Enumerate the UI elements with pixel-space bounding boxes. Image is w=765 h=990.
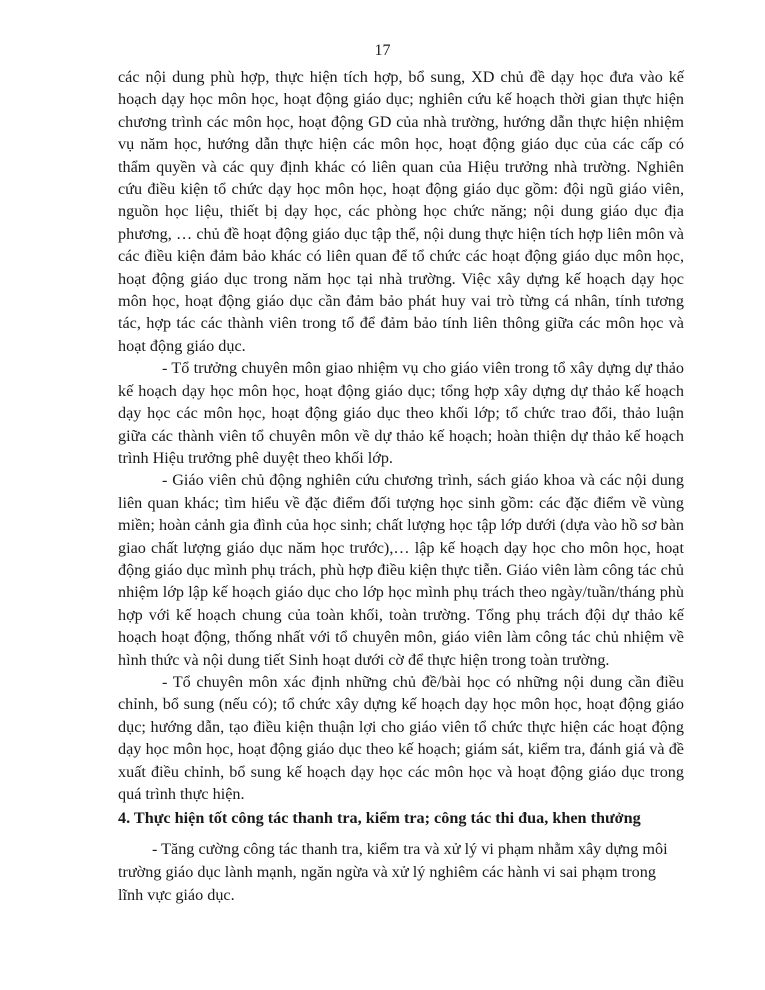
page-number: 17 xyxy=(374,42,391,59)
body-paragraph-1: các nội dung phù hợp, thực hiện tích hợp, bổ sung, XD chủ đề dạy học đưa vào kế hoạch dạy học môn học, hoạt động giáo dục; nghiên cứu kế hoạch thời gian thực hiện chương trình các môn học, hoạt động GD của nhà trường, hướng dẫn thực hiện nhiệm vụ năm học, hướng dẫn thực hiện các môn học, hoạt động giáo dục của các cấp có thẩm quyền và các quy định khác có liên quan của Hiệu trưởng nhà trường. Nghiên cứu điều kiện tổ chức dạy học môn học, hoạt động giáo dục gồm: đội ngũ giáo viên, nguồn học liệu, thiết bị dạy học, các phòng học chức năng; nội dung giáo dục địa phương, … chủ đề hoạt động giáo dục tập thể, nội dung thực hiện tích hợp liên môn và các điều kiện đảm bảo khác có liên quan để tổ chức các hoạt động giáo dục môn học, hoạt động giáo dục trong năm học tại nhà trường. Việc xây dựng kế hoạch dạy học môn học, hoạt động giáo dục cần đảm bảo phát huy vai trò từng cá nhân, tính tương tác, hợp tác các thành viên trong tổ để đảm bảo tính liên thông giữa các môn học và hoạt động giáo dục. xyxy=(118,68,684,355)
document-body xyxy=(118,66,684,907)
body-paragraph-3: - Giáo viên chủ động nghiên cứu chương trình, sách giáo khoa và các nội dung liên quan khác; tìm hiểu về đặc điểm đối tượng học sinh gồm: các đặc điểm về vùng miền; hoàn cảnh gia đình của học sinh; chất lượng học tập lớp dưới (dựa vào hồ sơ bàn giao chất lượng giáo dục năm học trước),… lập kế hoạch dạy học cho môn học, hoạt động giáo dục mình phụ trách, phù hợp điều kiện thực tiễn. Giáo viên làm công tác chủ nhiệm lớp lập kế hoạch giáo dục cho lớp học mình phụ trách theo ngày/tuần/tháng phù hợp với kế hoạch chung của toàn khối, toàn trường. Tổng phụ trách đội dự thảo kế hoạch hoạt động, thống nhất với tổ chuyên môn, giáo viên làm công tác chủ nhiệm về hình thức và nội dung tiết Sinh hoạt dưới cờ để thực hiện trong toàn trường. xyxy=(118,471,684,669)
body-paragraph-4: - Tổ chuyên môn xác định những chủ đề/bài học có những nội dung cần điều chỉnh, bổ sung (nếu có); tổ chức xây dựng kế hoạch dạy học môn học, hoạt động giáo dục; hướng dẫn, tạo điều kiện thuận lợi cho giáo viên tổ chức thực hiện các hoạt động dạy học môn học, hoạt động giáo dục theo kế hoạch; giám sát, kiểm tra, đánh giá và đề xuất điều chỉnh, bổ sung kế hoạch dạy học các môn học và hoạt động giáo dục trong quá trình thực hiện. xyxy=(118,672,684,803)
body-paragraph-2: - Tổ trưởng chuyên môn giao nhiệm vụ cho giáo viên trong tổ xây dựng dự thảo kế hoạch dạy học môn học, hoạt động giáo dục; tổng hợp xây dựng dự thảo kế hoạch dạy học các môn học, hoạt động giáo dục theo khối lớp; tổ chức trao đổi, thảo luận giữa các thành viên tổ chuyên môn về dự thảo kế hoạch; hoàn thiện dự thảo kế hoạch trình Hiệu trưởng phê duyệt theo khối lớp. xyxy=(118,359,684,467)
section-paragraph: - Tăng cường công tác thanh tra, kiểm tra và xử lý vi phạm nhằm xây dựng môi trường giáo dục lành mạnh, ngăn ngừa và xử lý nghiêm các hành vi sai phạm trong lĩnh vực giáo dục. xyxy=(118,839,668,904)
section-heading: 4. Thực hiện tốt công tác thanh tra, kiểm tra; công tác thi đua, khen thưởng xyxy=(118,809,641,828)
